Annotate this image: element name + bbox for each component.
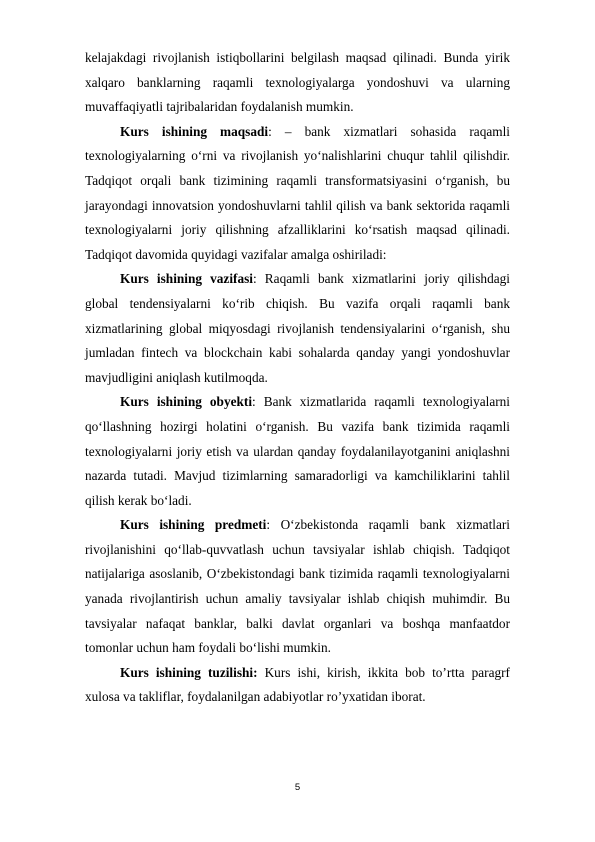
structure-text: Kurs ishi, kirish, ikkita bob to’rtta paragrf xulosa va takliflar, foydalanilgan adabiyotlar ro’yxatidan iborat. <box>85 664 510 705</box>
object-paragraph <box>85 390 510 513</box>
goal-text: bank xizmatlari sohasida raqamli texnologiyalarning o‘rni va rivojlanish yo‘nalishlarini chuqur tahlil qilishdir. Tadqiqot orqali bank tizimining raqamli transformatsiyasini o‘rganish, bu jarayondagi innovatsion yondoshuvlarni tahlil qilish va bank sektorida raqamli texnologiyalarni joriy qilishning afzalliklarini ko‘rsatish maqsad qilinadi. Tadqiqot davomida quyidagi vazifalar amalga oshiriladi: <box>85 123 510 262</box>
goal-label: Kurs ishining maqsadi <box>120 123 269 139</box>
task-label: Kurs ishining vazifasi <box>120 271 253 287</box>
structure-label: Kurs ishining tuzilishi: <box>120 664 258 680</box>
object-separator: : <box>252 394 264 410</box>
object-label: Kurs ishining obyekti <box>120 394 253 410</box>
document-body <box>85 46 510 710</box>
subject-separator: : <box>266 517 281 533</box>
task-text: Raqamli bank xizmatlarini joriy qilishdagi global tendensiyalarni ko‘rib chiqish. Bu vazifa orqali raqamli bank xizmatlarining global miqyosdagi rivojlanish tendensiyalarini o‘rganish, shu jumladan fintech va blockchain kabi sohalarda qanday yangi yondoshuvlar mavjudligini aniqlash kutilmoqda. <box>85 271 510 385</box>
structure-separator <box>258 665 265 680</box>
structure-paragraph <box>85 661 510 710</box>
task-separator: : <box>252 271 265 287</box>
subject-label: Kurs ishining predmeti <box>120 517 267 533</box>
goal-paragraph <box>85 120 510 268</box>
object-text: Bank xizmatlarida raqamli texnologiyalarni qo‘llashning hozirgi holatini o‘rganish. Bu vazifa bank tizimida raqamli texnologiyalarni joriy etish va ulardan qanday foydalanilayotganini aniqlashni nazarda tutadi. Mavjud tizimlarning samaradorligi va kamchiliklarini tahlil qilish kerak bo‘ladi. <box>85 394 510 508</box>
subject-paragraph <box>85 513 510 661</box>
goal-separator: : – <box>268 123 305 139</box>
subject-text: O‘zbekistonda raqamli bank xizmatlari rivojlanishini qo‘llab-quvvatlash uchun tavsiyalar ishlab chiqish. Tadqiqot natijalariga asoslanib, O‘zbekistondagi bank tizimida raqamli texnologiyalarni yanada rivojlantirish uchun amaliy tavsiyalar ishlab chiqish muhimdir. Bu tavsiyalar nafaqat banklar, balki davlat organlari va boshqa manfaatdor tomonlar uchun ham foydali bo‘lishi mumkin. <box>85 517 510 656</box>
page-number: 5 <box>294 782 301 793</box>
task-paragraph <box>85 267 510 390</box>
intro-paragraph: kelajakdagi rivojlanish istiqbollarini belgilash maqsad qilinadi. Bunda yirik xalqaro banklarning raqamli texnologiyalarga yondoshuvi va ularning muvaffaqiyatli tajribalaridan foydalanish mumkin. <box>85 50 510 115</box>
